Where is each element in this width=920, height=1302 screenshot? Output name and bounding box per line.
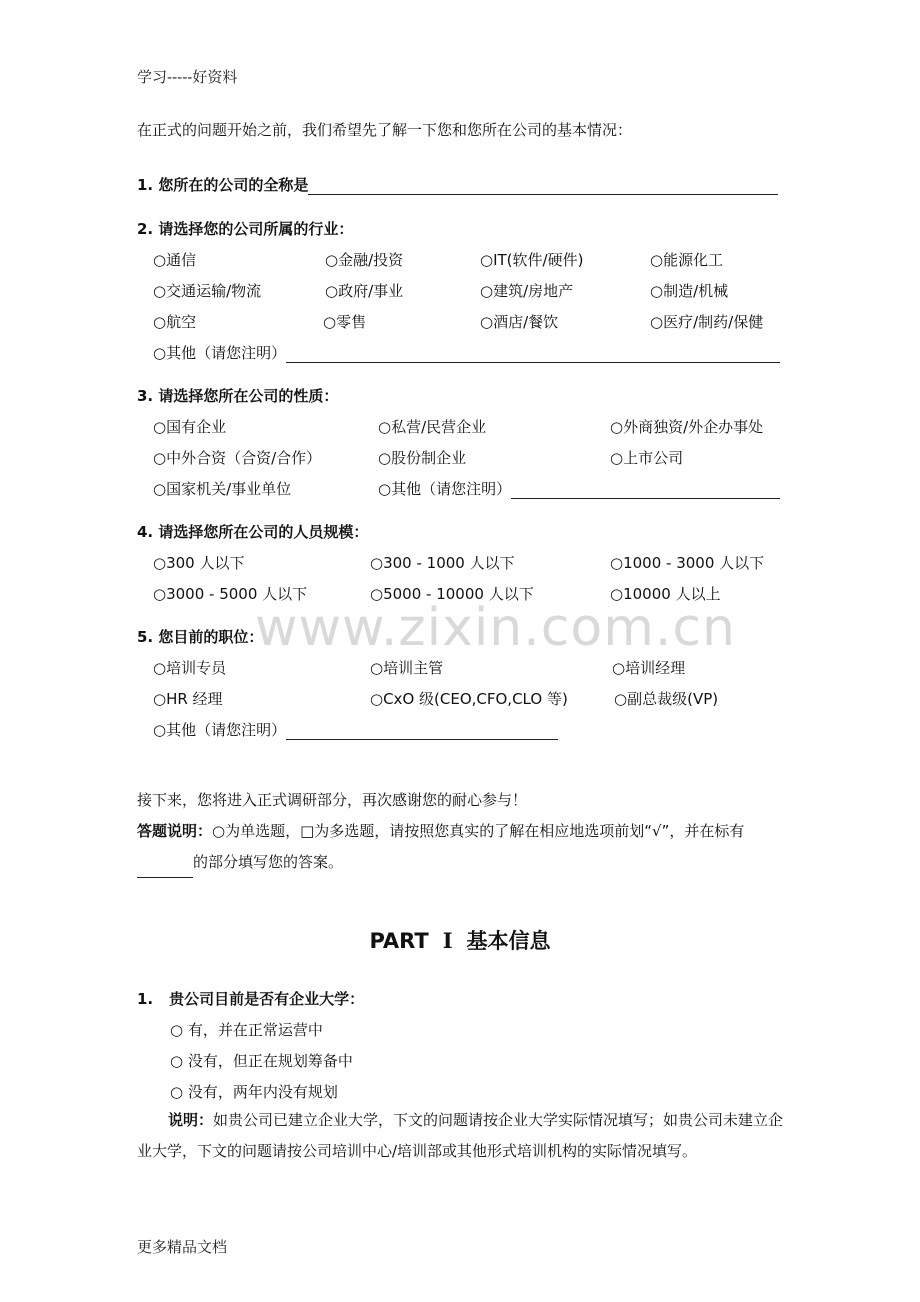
industry-option[interactable]: ○交通运输/物流 <box>153 282 262 300</box>
industry-option[interactable]: ○制造/机械 <box>650 282 729 300</box>
part-numeral: I <box>442 928 453 953</box>
instructions-label: 答题说明： <box>137 822 213 840</box>
nature-option[interactable]: ○外商独资/外企办事处 <box>610 418 764 436</box>
industry-option[interactable]: ○航空 <box>153 313 197 331</box>
industry-option[interactable]: ○零售 <box>323 313 367 331</box>
industry-option[interactable]: ○政府/事业 <box>325 282 404 300</box>
part-label: PART <box>369 929 429 953</box>
part1-note <box>137 1105 787 1167</box>
size-option[interactable]: ○300 人以下 <box>153 554 245 572</box>
nature-other-field[interactable] <box>511 482 780 499</box>
instructions-text-b: 的部分填写您的答案。 <box>193 853 344 871</box>
university-option[interactable]: ○ 没有，但正在规划筹备中 <box>170 1052 353 1070</box>
nature-option[interactable]: ○中外合资（合资/合作） <box>153 449 322 467</box>
page-header: 学习-----好资料 <box>137 68 238 86</box>
part-name: 基本信息 <box>466 929 551 953</box>
part1-note-label: 说明： <box>168 1111 214 1129</box>
nature-option[interactable]: ○国有企业 <box>153 418 227 436</box>
watermark: www.zixin.com.cn <box>255 598 736 658</box>
size-option[interactable]: ○1000 - 3000 人以下 <box>610 554 765 572</box>
position-option[interactable]: ○培训经理 <box>612 659 686 677</box>
nature-other-option[interactable]: ○其他（请您注明） <box>378 480 512 498</box>
university-option[interactable]: ○ 没有，两年内没有规划 <box>170 1083 338 1101</box>
part1-question-1-label: 贵公司目前是否有企业大学： <box>169 990 365 1008</box>
question-2-label: 2. 请选择您的公司所属的行业： <box>137 220 354 238</box>
position-other-field[interactable] <box>286 723 558 740</box>
university-option[interactable]: ○ 有，并在正常运营中 <box>170 1021 323 1039</box>
nature-other <box>378 478 780 499</box>
industry-option[interactable]: ○建筑/房地产 <box>480 282 574 300</box>
size-option[interactable]: ○300 - 1000 人以下 <box>370 554 515 572</box>
part-title <box>0 925 920 955</box>
industry-other-field[interactable] <box>286 346 780 363</box>
instructions-text-a: ○为单选题，□为多选题，请按照您真实的了解在相应地选项前划“√”，并在标有 <box>212 822 745 840</box>
nature-option[interactable]: ○股份制企业 <box>378 449 467 467</box>
position-option[interactable]: ○HR 经理 <box>153 690 223 708</box>
question-4-label: 4. 请选择您所在公司的人员规模： <box>137 523 369 541</box>
position-option[interactable]: ○副总裁级(VP) <box>614 690 719 708</box>
position-other-option[interactable]: ○其他（请您注明） <box>153 721 287 739</box>
question-3-label: 3. 请选择您所在公司的性质： <box>137 387 339 405</box>
nature-option[interactable]: ○私营/民营企业 <box>378 418 487 436</box>
position-option[interactable]: ○培训专员 <box>153 659 227 677</box>
transition-text: 接下来，您将进入正式调研部分，再次感谢您的耐心参与！ <box>137 791 528 809</box>
position-option[interactable]: ○培训主管 <box>370 659 444 677</box>
size-option[interactable]: ○3000 - 5000 人以下 <box>153 585 308 603</box>
industry-option[interactable]: ○IT(软件/硬件) <box>480 251 584 269</box>
industry-other <box>153 342 780 363</box>
industry-option[interactable]: ○能源化工 <box>650 251 724 269</box>
intro-text: 在正式的问题开始之前，我们希望先了解一下您和您所在公司的基本情况： <box>137 121 633 139</box>
question-1-label: 1. 您所在的公司的全称是 <box>137 176 309 194</box>
industry-option[interactable]: ○通信 <box>153 251 197 269</box>
blank-example <box>137 863 193 878</box>
industry-option[interactable]: ○金融/投资 <box>325 251 404 269</box>
part1-note-text: 如贵公司已建立企业大学，下文的问题请按企业大学实际情况填写；如贵公司未建立企业大学，下文的问题请按公司培训中心/培训部或其他形式培训机构的实际情况填写。 <box>137 1111 784 1160</box>
position-option[interactable]: ○CxO 级(CEO,CFO,CLO 等) <box>370 690 568 708</box>
question-5-label: 5. 您目前的职位： <box>137 628 264 646</box>
nature-option[interactable]: ○上市公司 <box>610 449 684 467</box>
industry-option[interactable]: ○医疗/制药/保健 <box>650 313 764 331</box>
company-name-field[interactable] <box>308 178 778 195</box>
question-1 <box>137 174 778 195</box>
industry-option[interactable]: ○酒店/餐饮 <box>480 313 559 331</box>
nature-option[interactable]: ○国家机关/事业单位 <box>153 480 292 498</box>
part1-question-1-number: 1. <box>137 990 154 1008</box>
position-other <box>153 719 558 740</box>
size-option[interactable]: ○10000 人以上 <box>610 585 721 603</box>
industry-other-option[interactable]: ○其他（请您注明） <box>153 344 287 362</box>
page-footer: 更多精品文档 <box>137 1238 228 1256</box>
part1-question-1 <box>137 988 364 1009</box>
size-option[interactable]: ○5000 - 10000 人以下 <box>370 585 534 603</box>
instructions <box>137 816 787 878</box>
